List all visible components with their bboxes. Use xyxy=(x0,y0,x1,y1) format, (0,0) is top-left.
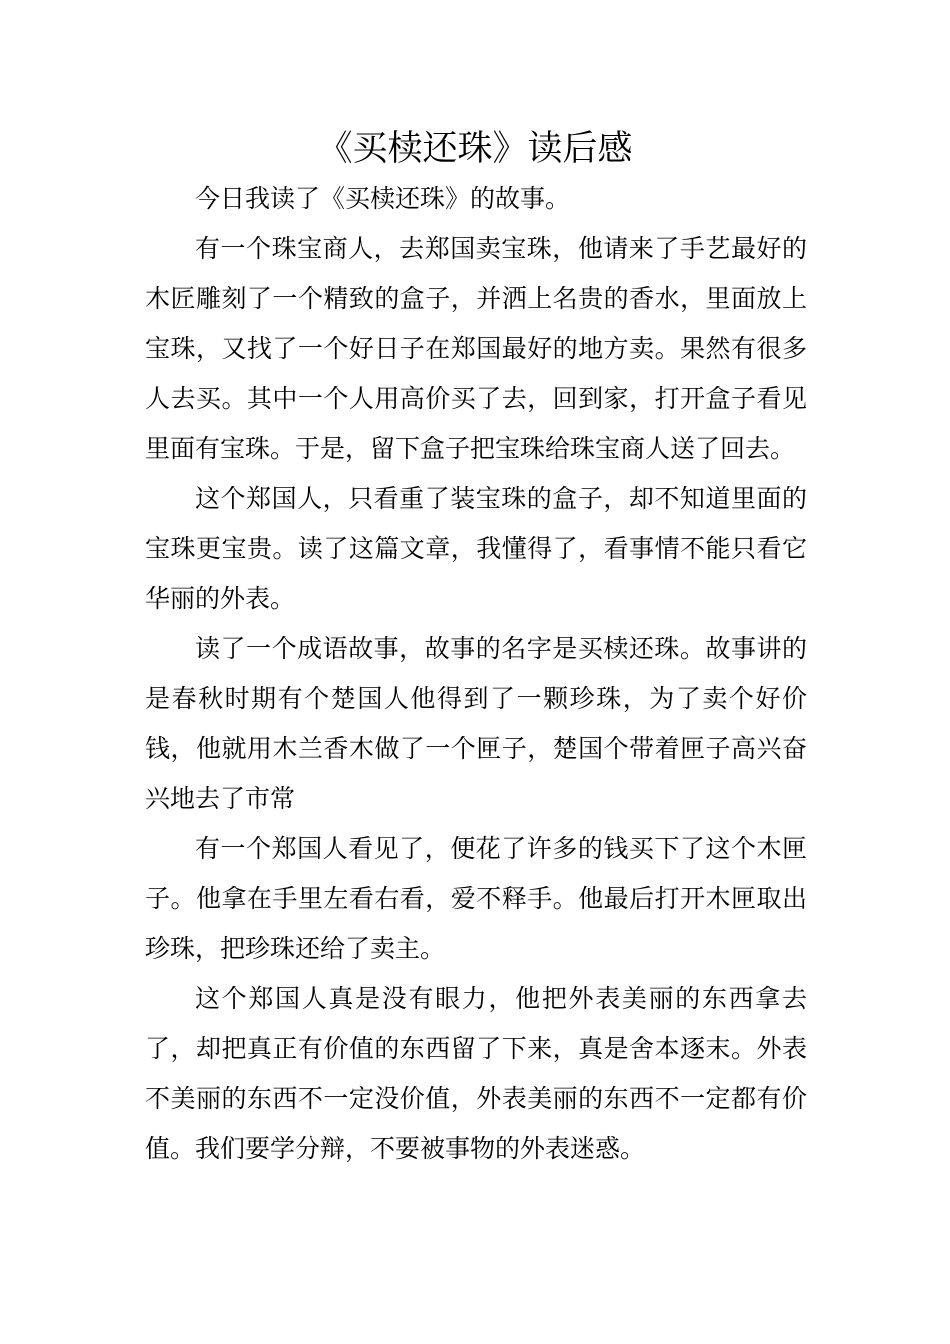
paragraph-story: 有一个珠宝商人，去郑国卖宝珠，他请来了手艺最好的木匠雕刻了一个精致的盒子，并洒上名贵的香水，里面放上宝珠，又找了一个好日子在郑国最好的地方卖。果然有很多人去买。其中一个人用高价买了去，回到家，打开盒子看见里面有宝珠。于是，留下盒子把宝珠给珠宝商人送了回去。 xyxy=(145,234,807,463)
paragraph-reflection: 这个郑国人，只看重了装宝珠的盒子，却不知道里面的宝珠更宝贵。读了这篇文章，我懂得了，看事情不能只看它华丽的外表。 xyxy=(145,484,807,613)
document-title: 《买椟还珠》读后感 xyxy=(317,129,633,169)
paragraph-conclusion: 这个郑国人真是没有眼力，他把外表美丽的东西拿去了，却把真正有价值的东西留了下来，真是舍本逐末。外表不美丽的东西不一定没价值，外表美丽的东西不一定都有价值。我们要学分辩，不要被事物的外表迷惑。 xyxy=(145,984,807,1163)
paragraph-intro: 今日我读了《买椟还珠》的故事。 xyxy=(195,184,571,213)
paragraph-buyer: 有一个郑国人看见了，便花了许多的钱买下了这个木匣子。他拿在手里左看右看，爱不释手。他最后打开木匣取出珍珠，把珍珠还给了卖主。 xyxy=(145,834,807,963)
document-body xyxy=(145,174,807,1174)
paragraph-idiom-story: 读了一个成语故事，故事的名字是买椟还珠。故事讲的是春秋时期有个楚国人他得到了一颗珍珠，为了卖个好价钱，他就用木兰香木做了一个匣子，楚国个带着匣子高兴奋兴地去了市常 xyxy=(145,634,807,813)
